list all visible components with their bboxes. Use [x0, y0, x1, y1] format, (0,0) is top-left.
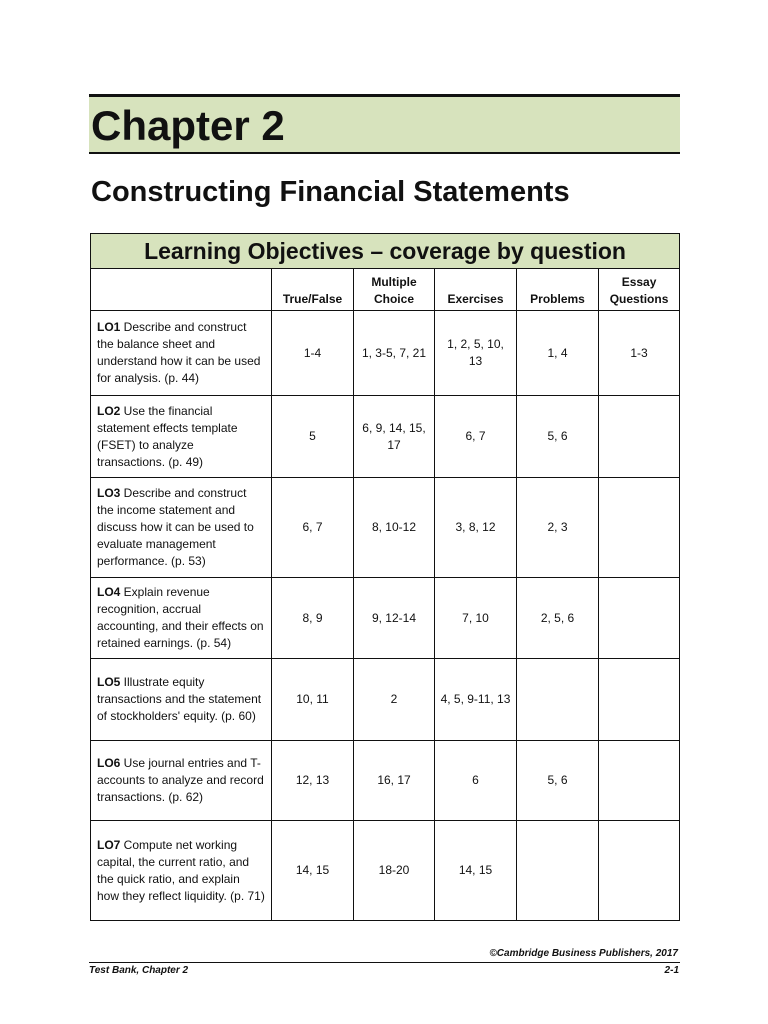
problems-cell: 2, 3 [517, 478, 599, 578]
multiple-choice-cell: 9, 12-14 [354, 578, 435, 659]
column-header-true-false: True/False [272, 269, 354, 311]
problems-cell [517, 659, 599, 741]
chapter-subtitle: Constructing Financial Statements [91, 176, 570, 208]
true-false-cell: 12, 13 [272, 741, 354, 821]
objective-description: Explain revenue recognition, accrual accounting, and their effects on retained earnings. (p. 54) [97, 585, 264, 650]
multiple-choice-cell: 16, 17 [354, 741, 435, 821]
objective-cell [91, 741, 272, 821]
objective-cell [91, 478, 272, 578]
table-row [91, 741, 680, 821]
exercises-cell: 4, 5, 9-11, 13 [435, 659, 517, 741]
problems-cell: 5, 6 [517, 396, 599, 478]
objective-cell [91, 396, 272, 478]
objective-code: LO3 [97, 486, 121, 500]
objective-code: LO5 [97, 675, 121, 689]
table-title: Learning Objectives – coverage by question [91, 234, 680, 269]
essay-questions-cell [599, 821, 680, 921]
table-title-row [91, 234, 680, 269]
table-row [91, 478, 680, 578]
problems-cell [517, 821, 599, 921]
column-header-problems: Problems [517, 269, 599, 311]
column-header-objective [91, 269, 272, 311]
objective-description: Describe and construct the income statement and discuss how it can be used to evaluate management performance. (p. 53) [97, 486, 254, 568]
essay-questions-cell: 1-3 [599, 311, 680, 396]
multiple-choice-cell: 1, 3-5, 7, 21 [354, 311, 435, 396]
true-false-cell: 5 [272, 396, 354, 478]
objective-description: Use journal entries and T-accounts to analyze and record transactions. (p. 62) [97, 756, 264, 804]
column-header-multiple-choice: Multiple Choice [354, 269, 435, 311]
objective-cell [91, 578, 272, 659]
objective-description: Use the financial statement effects template (FSET) to analyze transactions. (p. 49) [97, 403, 238, 469]
essay-questions-cell [599, 578, 680, 659]
true-false-cell: 10, 11 [272, 659, 354, 741]
true-false-cell: 8, 9 [272, 578, 354, 659]
column-header-essay-questions: Essay Questions [599, 269, 680, 311]
chapter-title: Chapter 2 [91, 102, 285, 149]
table-row [91, 659, 680, 741]
objective-description: Illustrate equity transactions and the statement of stockholders' equity. (p. 60) [97, 675, 262, 723]
objective-cell [91, 311, 272, 396]
exercises-cell: 14, 15 [435, 821, 517, 921]
footer-book-title: Test Bank, Chapter 2 [89, 965, 189, 976]
problems-cell: 5, 6 [517, 741, 599, 821]
objective-code: LO1 [97, 320, 121, 334]
multiple-choice-cell: 18-20 [354, 821, 435, 921]
problems-cell: 2, 5, 6 [517, 578, 599, 659]
true-false-cell: 6, 7 [272, 478, 354, 578]
objective-code: LO7 [97, 837, 121, 852]
objective-cell [91, 659, 272, 741]
multiple-choice-cell: 6, 9, 14, 15, 17 [354, 396, 435, 478]
copyright-notice: ©Cambridge Business Publishers, 2017 [489, 948, 678, 959]
table-row [91, 396, 680, 478]
essay-questions-cell [599, 396, 680, 478]
essay-questions-cell [599, 741, 680, 821]
multiple-choice-cell: 8, 10-12 [354, 478, 435, 578]
essay-questions-cell [599, 659, 680, 741]
objective-code: LO2 [97, 403, 121, 418]
footer-divider [89, 962, 680, 963]
objective-code: LO4 [97, 585, 121, 599]
objective-description: Describe and construct the balance sheet and understand how it can be used for analysis. (p. 44) [97, 320, 261, 385]
objective-code: LO6 [97, 756, 121, 770]
table-row [91, 578, 680, 659]
header-row [91, 269, 680, 311]
true-false-cell: 14, 15 [272, 821, 354, 921]
objective-cell [91, 821, 272, 921]
page-number: 2-1 [664, 965, 679, 976]
learning-objectives-table [90, 233, 680, 921]
exercises-cell: 6 [435, 741, 517, 821]
objective-description: Compute net working capital, the current ratio, and the quick ratio, and explain how they reflect liquidity. (p. 71) [97, 837, 265, 903]
chapter-banner [89, 94, 680, 154]
exercises-cell: 3, 8, 12 [435, 478, 517, 578]
exercises-cell: 7, 10 [435, 578, 517, 659]
exercises-cell: 1, 2, 5, 10, 13 [435, 311, 517, 396]
column-header-exercises: Exercises [435, 269, 517, 311]
essay-questions-cell [599, 478, 680, 578]
table-row [91, 311, 680, 396]
problems-cell: 1, 4 [517, 311, 599, 396]
true-false-cell: 1-4 [272, 311, 354, 396]
table-row [91, 821, 680, 921]
exercises-cell: 6, 7 [435, 396, 517, 478]
multiple-choice-cell: 2 [354, 659, 435, 741]
